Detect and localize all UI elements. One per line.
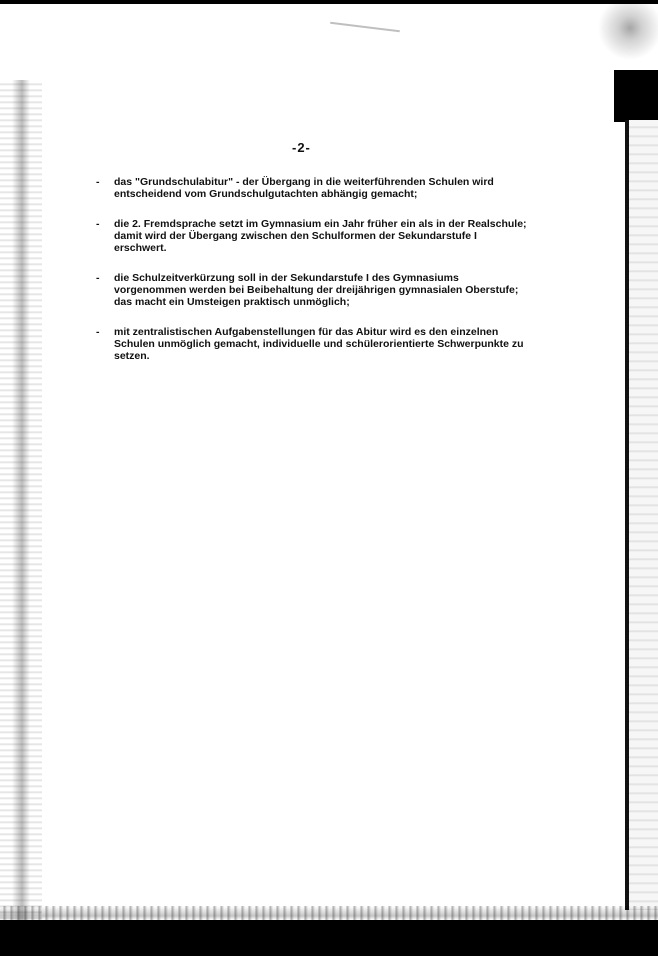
scan-bottom-edge xyxy=(0,906,658,920)
bullet-item xyxy=(96,326,536,362)
bullet-text xyxy=(114,326,536,362)
scan-top-mark xyxy=(330,22,400,33)
bullet-item xyxy=(96,272,536,308)
bullet-line: entscheidend vom Grundschulgutachten abhängig gemacht; xyxy=(114,188,418,200)
bullet-line: die Schulzeitverkürzung soll in der Sekundarstufe I des Gymnasiums xyxy=(114,272,459,284)
scan-right-bar xyxy=(614,70,658,122)
page-number: -2- xyxy=(292,140,311,155)
scan-right-corner xyxy=(588,0,658,70)
bullet-text xyxy=(114,218,536,254)
bullet-line: damit wird der Übergang zwischen den Schulformen der Sekundarstufe I xyxy=(114,230,477,242)
bullet-line: das macht ein Umsteigen praktisch unmöglich; xyxy=(114,296,350,308)
bullet-item xyxy=(96,218,536,254)
bullet-line: erschwert. xyxy=(114,242,167,254)
bullet-dash: - xyxy=(96,218,100,230)
scan-top-edge xyxy=(0,0,658,4)
scan-right-fill xyxy=(629,120,658,910)
bullet-line: setzen. xyxy=(114,350,150,362)
bullet-line: Schulen unmöglich gemacht, individuelle und schülerorientierte Schwerpunkte zu xyxy=(114,338,524,350)
bullet-list xyxy=(96,176,536,380)
bullet-line: vorgenommen werden bei Beibehaltung der dreijährigen gymnasialen Oberstufe; xyxy=(114,284,519,296)
bullet-line: das "Grundschulabitur" - der Übergang in die weiterführenden Schulen wird xyxy=(114,176,494,188)
bullet-line: die 2. Fremdsprache setzt im Gymnasium ein Jahr früher ein als in der Realschule; xyxy=(114,218,527,230)
scan-left-edge xyxy=(0,80,42,920)
bullet-text xyxy=(114,272,536,308)
scan-bottom-black xyxy=(0,920,658,956)
bullet-line: mit zentralistischen Aufgabenstellungen für das Abitur wird es den einzelnen xyxy=(114,326,499,338)
bullet-item xyxy=(96,176,536,200)
bullet-dash: - xyxy=(96,326,100,338)
bullet-dash: - xyxy=(96,272,100,284)
bullet-text xyxy=(114,176,536,200)
bullet-dash: - xyxy=(96,176,100,188)
